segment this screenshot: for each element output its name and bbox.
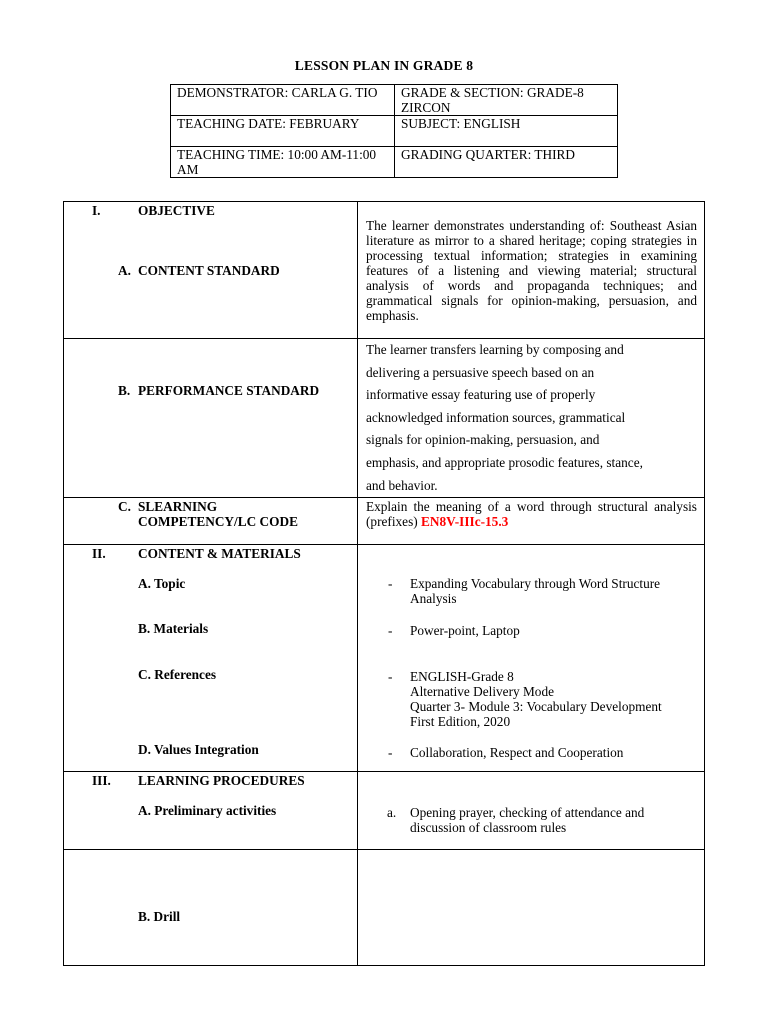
content-standard-cell — [358, 202, 705, 339]
performance-standard-num: B. — [118, 383, 131, 398]
competency-text: Explain the meaning of a word through structural analysis (prefixes) — [366, 499, 697, 530]
grading-quarter-cell: GRADING QUARTER: THIRD — [395, 147, 618, 178]
content-standard-num: A. — [118, 263, 131, 278]
performance-line: acknowledged information sources, grammatical — [366, 409, 626, 425]
procedures-label-cell — [64, 772, 358, 850]
topic-bullet: - — [388, 576, 393, 592]
objective-cell — [64, 202, 358, 339]
performance-line: The learner transfers learning by composing and — [366, 342, 624, 357]
content-materials-label-cell — [64, 545, 358, 772]
performance-standard-cell — [358, 339, 705, 498]
competency-label-line2: COMPETENCY/LC CODE — [138, 514, 298, 530]
competency-label-cell — [64, 498, 358, 545]
performance-line: delivering a persuasive speech based on an — [366, 364, 595, 380]
objective-label: OBJECTIVE — [138, 203, 215, 218]
references-list — [410, 669, 698, 729]
procedures-num: III. — [92, 773, 111, 789]
topic-label: A. Topic — [138, 576, 186, 592]
drill-label-cell — [64, 850, 358, 966]
teaching-time-cell: TEACHING TIME: 10:00 AM-11:00 AM — [171, 147, 395, 178]
topic-text: Expanding Vocabulary through Word Structure Analysis — [410, 576, 661, 607]
performance-standard-label-cell — [64, 339, 358, 498]
drill-label: B. Drill — [138, 909, 181, 925]
competency-num: C. — [118, 499, 131, 515]
page-title: LESSON PLAN IN GRADE 8 — [294, 58, 474, 73]
preliminary-text: Opening prayer, checking of attendance and discussion of classroom rules — [410, 805, 645, 836]
content-materials-cell — [358, 545, 705, 772]
materials-label: B. Materials — [138, 621, 209, 637]
performance-line: informative essay featuring use of properly — [366, 387, 596, 403]
procedures-label: LEARNING PROCEDURES — [138, 773, 305, 789]
competency-code: EN8V-IIIc-15.3 — [421, 514, 509, 530]
performance-line: and behavior. — [366, 477, 438, 493]
reference-line: First Edition, 2020 — [410, 714, 511, 730]
preliminary-bullet: a. — [387, 805, 397, 821]
preliminary-label: A. Preliminary activities — [138, 803, 277, 819]
drill-cell — [358, 850, 705, 966]
references-bullet: - — [388, 669, 393, 685]
teaching-date-cell: TEACHING DATE: FEBRUARY — [171, 116, 395, 147]
competency-cell — [358, 498, 705, 545]
subject-cell: SUBJECT: ENGLISH — [395, 116, 618, 147]
content-standard-label: CONTENT STANDARD — [138, 263, 280, 278]
reference-line: Alternative Delivery Mode — [410, 684, 554, 700]
values-bullet: - — [388, 745, 393, 761]
competency-label-line1: SLEARNING — [138, 499, 218, 515]
info-table — [170, 84, 618, 178]
lesson-table — [63, 201, 705, 966]
objective-num: I. — [92, 203, 101, 218]
performance-line: signals for opinion-making, persuasion, and — [366, 432, 600, 448]
content-materials-label: CONTENT & MATERIALS — [138, 546, 301, 562]
values-label: D. Values Integration — [138, 742, 259, 758]
demonstrator-cell: DEMONSTRATOR: CARLA G. TIO — [171, 85, 395, 116]
content-materials-num: II. — [92, 546, 106, 562]
preliminary-cell — [358, 772, 705, 850]
materials-bullet: - — [388, 623, 393, 639]
reference-line: ENGLISH-Grade 8 — [410, 669, 514, 685]
performance-line: emphasis, and appropriate prosodic features, stance, — [366, 454, 643, 470]
reference-line: Quarter 3- Module 3: Vocabulary Development — [410, 699, 662, 715]
materials-text: Power-point, Laptop — [410, 623, 520, 639]
content-standard-text: The learner demonstrates understanding of: Southeast Asian literature as mirror to a shared heritage; coping strategies in processing textual information; strategies in examining features of a listening and viewing material; structural analysis of words and propaganda techniques; and grammatical signals for opinion-making, persuasion, and emphasis. — [366, 218, 697, 323]
values-text: Collaboration, Respect and Cooperation — [410, 745, 624, 761]
references-label: C. References — [138, 667, 217, 683]
grade-section-cell: GRADE & SECTION: GRADE-8 ZIRCON — [395, 85, 618, 116]
performance-standard-label: PERFORMANCE STANDARD — [138, 383, 320, 398]
